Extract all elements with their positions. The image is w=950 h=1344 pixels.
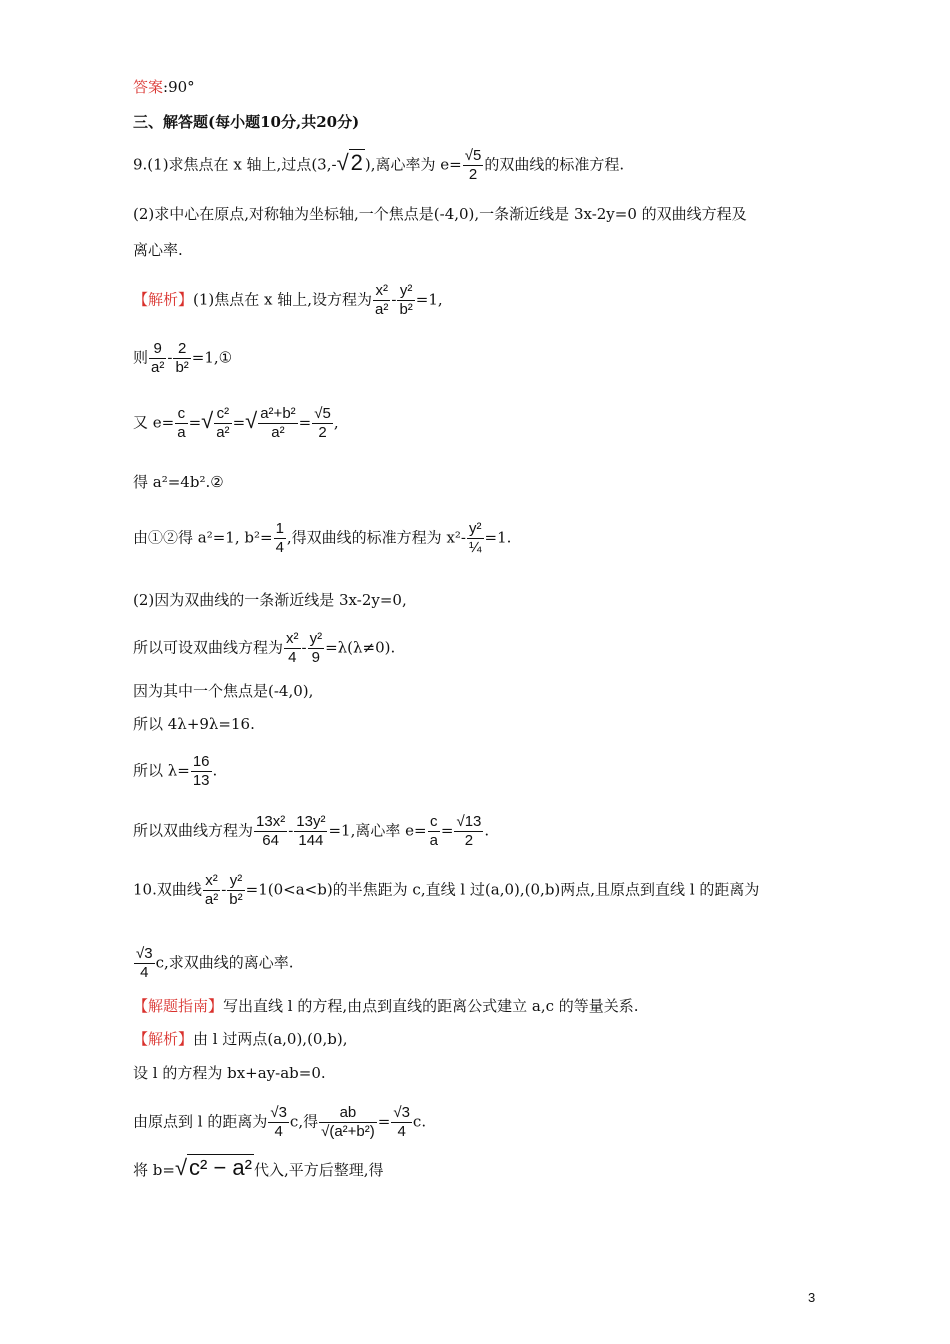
sol9-line8: 因为其中一个焦点是(-4,0), — [133, 682, 314, 700]
q9-part1: 9.(1)求焦点在 x 轴上,过点(3,-√2 ),离心率为 e= $\frac{√5}{2}$ 的双曲线的标准方程. — [133, 147, 625, 183]
q9-part2-line2: 离心率. — [133, 241, 183, 259]
sol9-line9: 所以 4λ+9λ=16. — [133, 715, 255, 733]
section-title: 三、解答题(每小题10分,共20分) — [133, 113, 360, 131]
guide-line: 【解题指南】写出直线 l 的方程,由点到直线的距离公式建立 a,c 的等量关系. — [133, 997, 639, 1015]
sqrt-2: √2 — [336, 149, 363, 175]
sol9-line1: 【解析】(1)焦点在 x 轴上,设方程为 $\frac{\text{x²}}{\text{a²}}$ - $\frac{\text{y²}}{\text{b²}}$ =1, — [133, 282, 443, 318]
analysis-tag: 【解析】 — [133, 290, 194, 309]
guide-tag: 【解题指南】 — [133, 997, 224, 1015]
sol10-line1: 【解析】由 l 过两点(a,0),(0,b), — [133, 1030, 348, 1048]
analysis-tag-2: 【解析】 — [133, 1030, 194, 1048]
answer-value: :90° — [163, 78, 195, 96]
sol9-line7: 所以可设双曲线方程为 $\frac{\text{x²}}{4}$ - $\frac{\text{y²}}{9}$ =λ(λ≠0). — [133, 630, 396, 666]
q10-line1: 10.双曲线 $\frac{\text{x²}}{\text{a²}}$ - $\frac{\text{y²}}{\text{b²}}$ =1(0<a<b)的半焦距为 c,直线 l 过(a,0),(0,b)两点,且原点到直线 l 的距离为 — [133, 872, 760, 908]
fraction-sqrt5-over-2: $\frac{√5}{2}$ — [464, 147, 482, 183]
sol9-line10: 所以 λ= $\frac{16}{13}$ . — [133, 753, 218, 789]
sol10-line3: 由原点到 l 的距离为 $\frac{√3}{4}$ c,得 $\frac{ab}{\text{√(a²+b²)}}$ = $\frac{√3}{4}$ c. — [133, 1104, 427, 1140]
sol9-line3: 又 e= $\frac{c}{a}$ =√ $\frac{\text{c²}}{\text{a²}}$ =√ $\frac{\text{a²+b²}}{\text{a²}}$ = $\frac{√5}{2}$ , — [133, 405, 339, 441]
sol10-line2: 设 l 的方程为 bx+ay-ab=0. — [133, 1064, 326, 1082]
sol9-line5: 由①②得 a²=1, b²= $\frac{1}{4}$ ,得双曲线的标准方程为 x²- $\frac{\text{y²}}{\text{¼}}$ =1. — [133, 520, 512, 556]
answer-label: 答案 — [133, 78, 164, 96]
answer-line — [133, 77, 195, 97]
q9-part2-line1: (2)求中心在原点,对称轴为坐标轴,一个焦点是(-4,0),一条渐近线是 3x-2y=0 的双曲线方程及 — [133, 205, 747, 223]
sol9-line11: 所以双曲线方程为 $\frac{\text{13x²}}{64}$ - $\frac{\text{13y²}}{144}$ =1,离心率 e= $\frac{c}{a}$ = $\frac{√13}{2}$ . — [133, 813, 490, 849]
sol10-line4: 将 b=√c² − a² 代入,平方后整理,得 — [133, 1155, 384, 1180]
sol9-line2: 则 $\frac{9}{\text{a²}}$ - $\frac{2}{\text{b²}}$ =1,① — [133, 340, 233, 376]
q10-line2: $\frac{√3}{4}$ c,求双曲线的离心率. — [136, 945, 294, 981]
sol9-line6: (2)因为双曲线的一条渐近线是 3x-2y=0, — [133, 591, 407, 609]
sol9-line4: 得 a²=4b².② — [133, 473, 224, 491]
page-number: 3 — [808, 1290, 816, 1305]
